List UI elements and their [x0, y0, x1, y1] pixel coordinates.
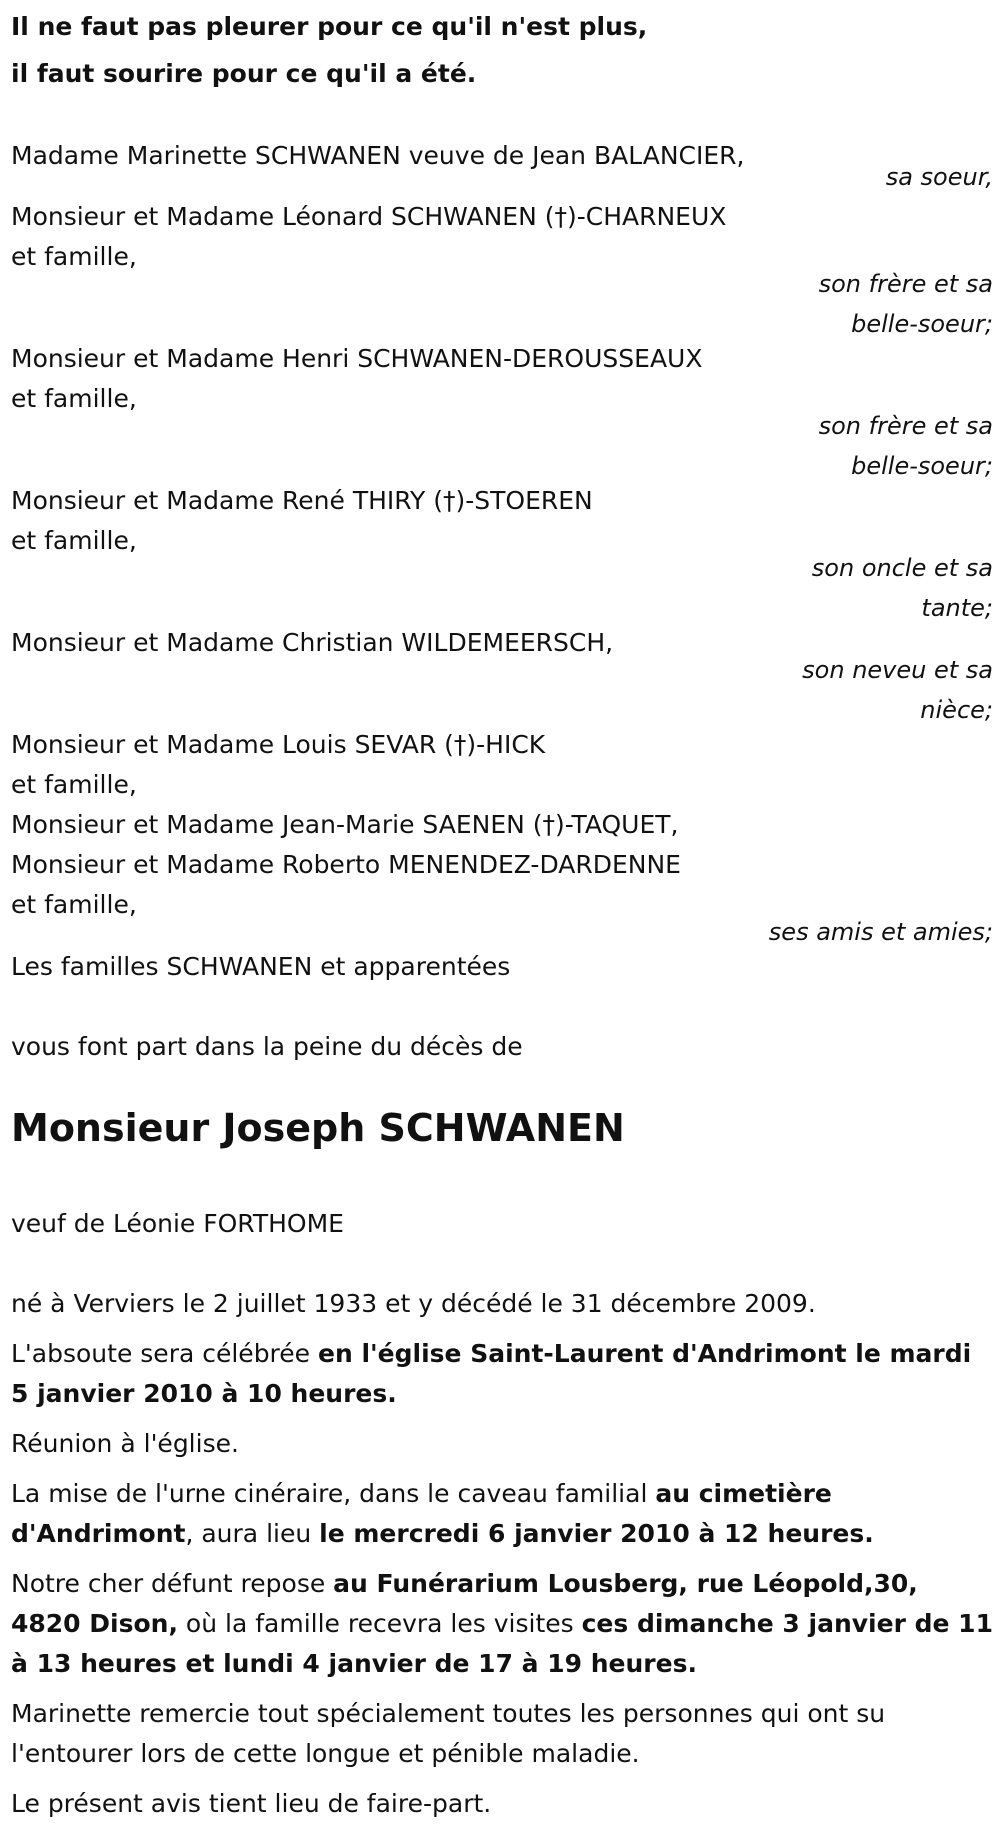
relation-text: son frère et sa: [818, 270, 993, 298]
family-line: Monsieur et Madame Christian WILDEMEERSCH,: [11, 628, 614, 657]
widower-text: veuf de Léonie FORTHOME: [11, 1209, 344, 1238]
thanks-line-1: Marinette remercie tout spécialement toutes les personnes qui ont su: [11, 1699, 886, 1728]
family-line: Monsieur et Madame Léonard SCHWANEN (†)-CHARNEUX: [11, 202, 727, 231]
funeral-home-address: au Funérarium Lousberg, rue Léopold,30,: [333, 1569, 918, 1598]
family-line: et famille,: [11, 526, 137, 555]
relation-text: son neveu et sa: [802, 656, 993, 684]
burial-place: au cimetière: [655, 1479, 832, 1508]
burial-line-2: [11, 1514, 874, 1554]
family-line: Madame Marinette SCHWANEN veuve de Jean BALANCIER,: [11, 141, 745, 170]
relation-text: tante;: [921, 594, 993, 622]
funeral-home-middle: où la famille recevra les visites: [177, 1609, 582, 1638]
burial-date: le mercredi 6 janvier 2010 à 12 heures.: [319, 1519, 874, 1548]
funeral-home-line-2: [11, 1604, 993, 1644]
relation-text: sa soeur,: [885, 163, 993, 191]
meeting-text: Réunion à l'église.: [11, 1429, 239, 1458]
visit-hours-1: ces dimanche 3 janvier de 11: [581, 1609, 993, 1638]
visit-hours-2: à 13 heures et lundi 4 janvier de 17 à 19 heures.: [11, 1649, 697, 1678]
relation-text: ses amis et amies;: [768, 918, 993, 946]
family-line: Monsieur et Madame Roberto MENENDEZ-DARDENNE: [11, 850, 681, 879]
burial-middle: , aura lieu: [185, 1519, 320, 1548]
ceremony-line-2: 5 janvier 2010 à 10 heures.: [11, 1379, 397, 1408]
family-line: Monsieur et Madame Louis SEVAR (†)-HICK: [11, 730, 546, 759]
quote-line-1: Il ne faut pas pleurer pour ce qu'il n'est plus,: [11, 12, 648, 41]
birth-death-text: né à Verviers le 2 juillet 1933 et y décédé le 31 décembre 2009.: [11, 1289, 816, 1318]
burial-prefix: La mise de l'urne cinéraire, dans le caveau familial: [11, 1479, 656, 1508]
ceremony-prefix: L'absoute sera célébrée: [11, 1339, 318, 1368]
funeral-home-prefix: Notre cher défunt repose: [11, 1569, 334, 1598]
closing-text: Le présent avis tient lieu de faire-part.: [11, 1789, 492, 1818]
funeral-home-city: 4820 Dison,: [11, 1609, 178, 1638]
family-line: et famille,: [11, 384, 137, 413]
relation-text: nièce;: [920, 696, 993, 724]
family-line: Monsieur et Madame Jean-Marie SAENEN (†)-TAQUET,: [11, 810, 679, 839]
deceased-name: Monsieur Joseph SCHWANEN: [11, 1106, 625, 1150]
ceremony-line-1: [11, 1334, 971, 1374]
relation-text: son frère et sa: [818, 412, 993, 440]
relation-text: son oncle et sa: [811, 554, 993, 582]
burial-line-1: [11, 1474, 832, 1514]
ceremony-place: en l'église Saint-Laurent d'Andrimont le mardi: [318, 1339, 972, 1368]
funeral-home-line-1: [11, 1564, 918, 1604]
family-line: et famille,: [11, 242, 137, 271]
family-line: Monsieur et Madame René THIRY (†)-STOEREN: [11, 486, 593, 515]
relation-text: belle-soeur;: [851, 452, 993, 480]
quote-line-2: il faut sourire pour ce qu'il a été.: [11, 59, 477, 88]
family-line: Les familles SCHWANEN et apparentées: [11, 952, 511, 981]
family-line: Monsieur et Madame Henri SCHWANEN-DEROUSSEAUX: [11, 344, 703, 373]
announcement-text: vous font part dans la peine du décès de: [11, 1032, 523, 1061]
relation-text: belle-soeur;: [851, 310, 993, 338]
burial-place-town: d'Andrimont: [11, 1519, 186, 1548]
family-line: et famille,: [11, 890, 137, 919]
family-line: et famille,: [11, 770, 137, 799]
thanks-line-2: l'entourer lors de cette longue et pénible maladie.: [11, 1739, 640, 1768]
